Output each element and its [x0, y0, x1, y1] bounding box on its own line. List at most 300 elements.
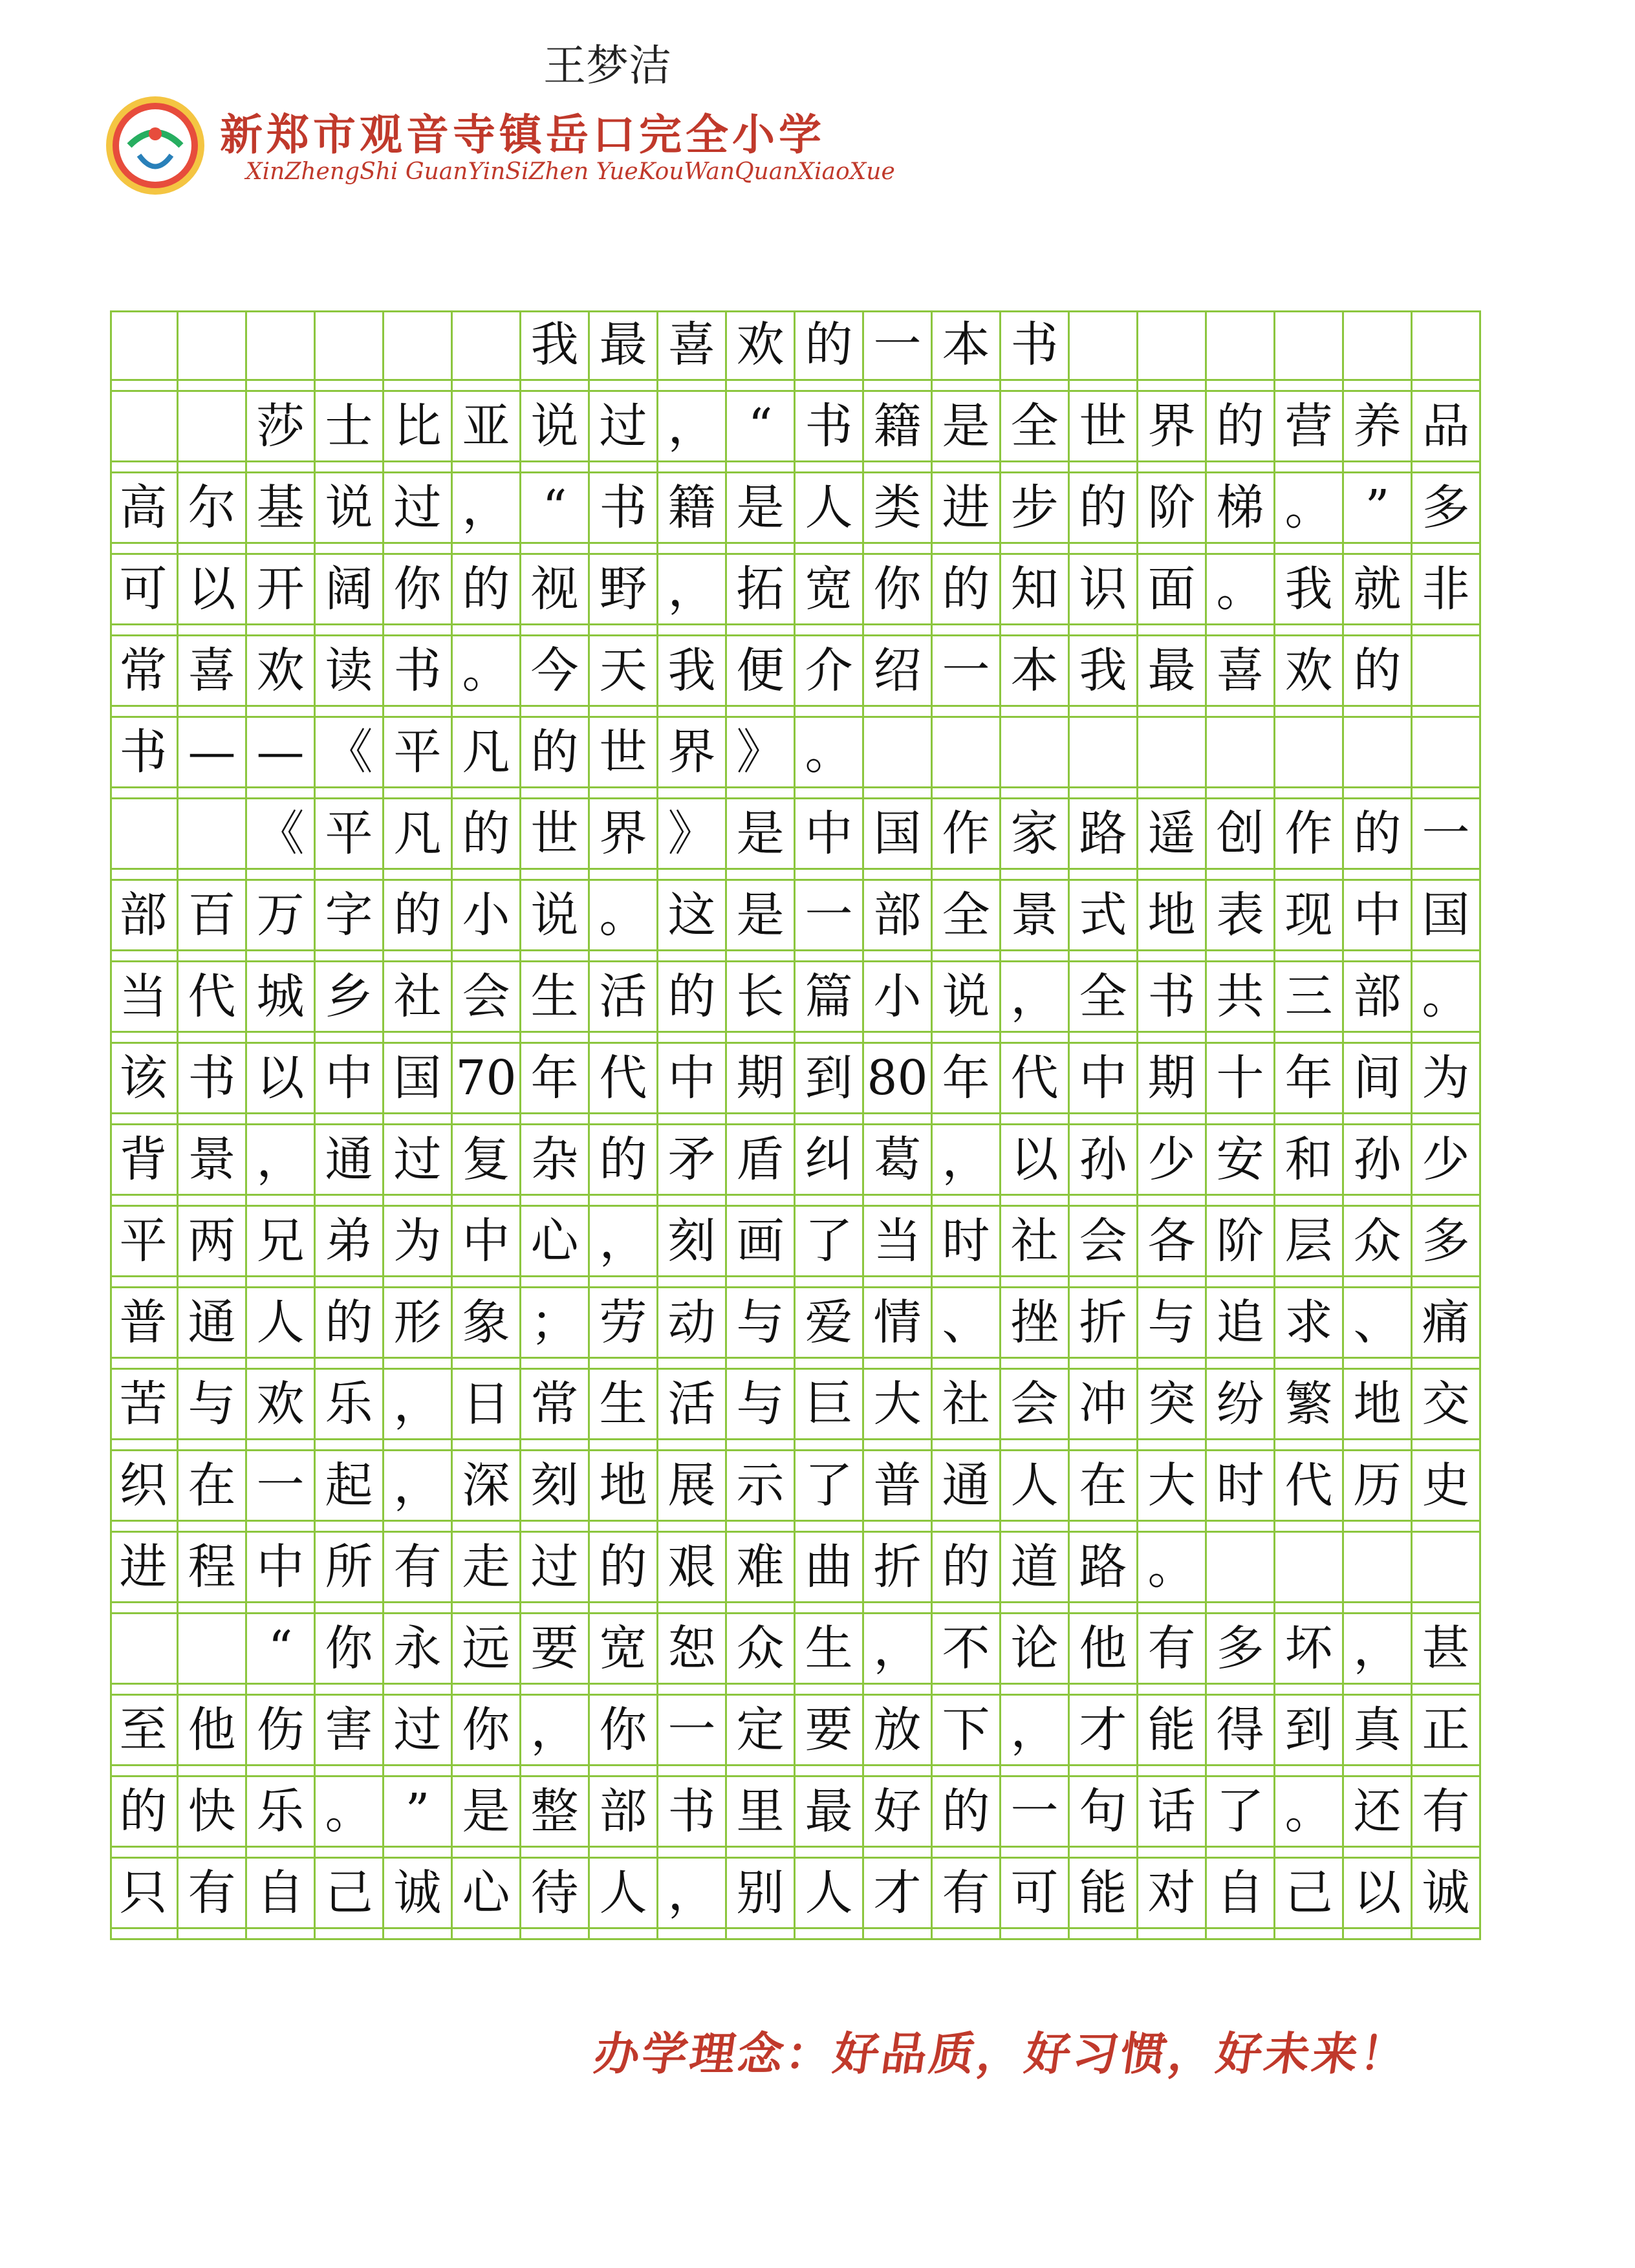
grid-cell-char: 《	[316, 718, 382, 788]
grid-cell-char: 整	[521, 1777, 588, 1848]
grid-cell-char: 有	[933, 1859, 999, 1929]
grid-cell	[796, 1370, 864, 1451]
grid-cell-char: 。	[1138, 1533, 1205, 1603]
grid-cell-char: 。	[1207, 555, 1273, 625]
grid-cell	[179, 962, 247, 1044]
grid-cell	[247, 799, 316, 881]
grid-cell	[384, 1533, 453, 1614]
grid-cell	[316, 1777, 384, 1859]
grid-cell-char: 矛	[658, 1125, 725, 1196]
grid-cell-char	[110, 1614, 177, 1685]
grid-cell	[864, 1125, 933, 1207]
grid-cell	[658, 1125, 727, 1207]
grid-cell	[590, 1044, 658, 1125]
grid-cell	[658, 1859, 727, 1940]
grid-cell	[384, 310, 453, 392]
grid-cell-char: ，	[1344, 1614, 1411, 1685]
grid-cell-char: 只	[110, 1859, 177, 1929]
grid-cell-char: 一	[796, 881, 862, 951]
grid-cell	[590, 1370, 658, 1451]
grid-cell	[453, 310, 521, 392]
grid-cell-char: 我	[1070, 636, 1136, 707]
grid-cell	[453, 1777, 521, 1859]
grid-cell	[727, 310, 796, 392]
grid-cell-char: 可	[1001, 1859, 1068, 1929]
grid-cell	[658, 1451, 727, 1533]
grid-cell-char: 中	[247, 1533, 314, 1603]
grid-cell-char	[1070, 718, 1136, 788]
grid-cell	[110, 962, 179, 1044]
grid-cell-char: 高	[110, 473, 177, 544]
grid-cell	[1138, 799, 1207, 881]
grid-cell-char: 你	[384, 555, 451, 625]
grid-cell-char: 折	[864, 1533, 931, 1603]
grid-cell	[110, 1859, 179, 1940]
grid-cell-char: 是	[727, 799, 794, 870]
grid-cell-char: 景	[1001, 881, 1068, 951]
grid-cell-char: 宽	[796, 555, 862, 625]
grid-cell	[247, 1370, 316, 1451]
grid-cell-char: 示	[727, 1451, 794, 1522]
grid-cell-char: 地	[1138, 881, 1205, 951]
grid-cell	[316, 392, 384, 473]
grid-cell-char: 会	[1070, 1207, 1136, 1277]
grid-cell-char: 共	[1207, 962, 1273, 1033]
grid-cell	[316, 1207, 384, 1288]
grid-cell-char: 。	[1413, 962, 1479, 1033]
grid-cell-char: 梯	[1207, 473, 1273, 544]
grid-cell-char: 多	[1413, 473, 1479, 544]
grid-cell-char	[1275, 718, 1342, 788]
grid-cell	[658, 1696, 727, 1777]
grid-cell-char: 面	[1138, 555, 1205, 625]
grid-cell	[247, 392, 316, 473]
grid-cell	[1070, 962, 1138, 1044]
grid-cell-char: 生	[521, 962, 588, 1033]
grid-cell-char: ，	[384, 1451, 451, 1522]
grid-cell-char: 的	[1207, 392, 1273, 462]
grid-cell	[247, 1125, 316, 1207]
grid-cell-char: 书	[384, 636, 451, 707]
grid-cell-char: 程	[179, 1533, 245, 1603]
grid-cell-char: 界	[590, 799, 656, 870]
grid-cell-char: 宽	[590, 1614, 656, 1685]
grid-cell	[384, 1614, 453, 1696]
grid-cell-char: 过	[384, 1125, 451, 1196]
grid-cell-char: 。	[453, 636, 519, 707]
grid-cell-char: 比	[384, 392, 451, 462]
grid-cell-char: 就	[1344, 555, 1411, 625]
grid-cell-char: 的	[658, 962, 725, 1033]
grid-cell-char: 的	[453, 555, 519, 625]
grid-cell	[1413, 718, 1481, 799]
grid-cell	[1138, 1207, 1207, 1288]
grid-cell	[316, 636, 384, 718]
grid-cell-char: 葛	[864, 1125, 931, 1196]
grid-cell-char: ”	[384, 1777, 451, 1848]
grid-cell	[1344, 392, 1413, 473]
grid-cell	[1344, 1777, 1413, 1859]
grid-cell-char: 真	[1344, 1696, 1411, 1766]
grid-cell	[590, 1696, 658, 1777]
grid-cell-char: 的	[590, 1125, 656, 1196]
grid-cell-char: 间	[1344, 1044, 1411, 1114]
grid-cell-char: 待	[521, 1859, 588, 1929]
grid-cell-char: 知	[1001, 555, 1068, 625]
grid-cell-char: 世	[590, 718, 656, 788]
grid-cell-char: 遥	[1138, 799, 1205, 870]
grid-cell-char: 活	[590, 962, 656, 1033]
grid-cell	[727, 718, 796, 799]
grid-cell-char: 以	[1344, 1859, 1411, 1929]
grid-cell	[796, 718, 864, 799]
grid-cell	[796, 1533, 864, 1614]
grid-cell	[521, 636, 590, 718]
grid-cell	[384, 636, 453, 718]
grid-cell-char: 恕	[658, 1614, 725, 1685]
grid-cell	[590, 555, 658, 636]
grid-cell-char: 形	[384, 1288, 451, 1359]
grid-cell-char: ，	[658, 1859, 725, 1929]
grid-cell-char: ，	[247, 1125, 314, 1196]
grid-cell-char: 开	[247, 555, 314, 625]
grid-cell	[933, 1777, 1001, 1859]
grid-cell	[247, 1696, 316, 1777]
grid-cell-char: 心	[453, 1859, 519, 1929]
grid-cell-char: 复	[453, 1125, 519, 1196]
grid-cell-char	[1138, 718, 1205, 788]
grid-cell	[1070, 1533, 1138, 1614]
grid-cell-char: 。	[316, 1777, 382, 1848]
grid-cell	[1413, 1125, 1481, 1207]
grid-cell	[1275, 1125, 1344, 1207]
grid-cell-char: 视	[521, 555, 588, 625]
grid-cell	[658, 1044, 727, 1125]
grid-cell-char: 史	[1413, 1451, 1479, 1522]
grid-cell	[727, 1451, 796, 1533]
grid-cell-char	[1207, 1533, 1273, 1603]
grid-cell-char	[179, 799, 245, 870]
grid-cell	[1207, 636, 1275, 718]
grid-cell-char: 追	[1207, 1288, 1273, 1359]
grid-cell	[316, 1533, 384, 1614]
grid-cell	[933, 799, 1001, 881]
grid-cell-char: 弟	[316, 1207, 382, 1277]
grid-cell	[590, 1207, 658, 1288]
grid-cell-char: 你	[590, 1696, 656, 1766]
grid-cell-char: 人	[247, 1288, 314, 1359]
grid-cell	[453, 1451, 521, 1533]
grid-cell-char: 天	[590, 636, 656, 707]
grid-cell-char: 代	[179, 962, 245, 1033]
grid-cell-char: 书	[590, 473, 656, 544]
grid-cell	[1070, 1370, 1138, 1451]
grid-cell	[453, 799, 521, 881]
grid-cell	[1001, 1370, 1070, 1451]
grid-cell	[796, 799, 864, 881]
grid-cell	[521, 1777, 590, 1859]
grid-cell	[658, 1533, 727, 1614]
grid-cell	[1001, 1777, 1070, 1859]
grid-cell	[1413, 1777, 1481, 1859]
grid-cell-char: 篇	[796, 962, 862, 1033]
grid-cell-char: 放	[864, 1696, 931, 1766]
grid-cell	[933, 1288, 1001, 1370]
grid-cell-char: 国	[1413, 881, 1479, 951]
grid-cell	[521, 1696, 590, 1777]
grid-cell-char: 说	[521, 881, 588, 951]
grid-cell	[1344, 881, 1413, 962]
grid-cell	[796, 1044, 864, 1125]
grid-cell	[247, 1614, 316, 1696]
grid-cell-char: 进	[110, 1533, 177, 1603]
grid-cell-char	[1413, 718, 1479, 788]
grid-cell-char: ；	[521, 1288, 588, 1359]
grid-cell-char: 中	[796, 799, 862, 870]
grid-cell	[796, 1207, 864, 1288]
grid-cell-char: 年	[521, 1044, 588, 1114]
grid-cell-char: 社	[1001, 1207, 1068, 1277]
grid-cell	[1070, 799, 1138, 881]
grid-cell	[933, 1614, 1001, 1696]
grid-cell-char: 不	[933, 1614, 999, 1685]
grid-cell-char: 的	[933, 1533, 999, 1603]
grid-cell	[1413, 1451, 1481, 1533]
grid-cell-char: 与	[727, 1370, 794, 1440]
grid-cell	[796, 962, 864, 1044]
grid-cell-char: 最	[796, 1777, 862, 1848]
grid-cell-char: 绍	[864, 636, 931, 707]
grid-cell	[1207, 799, 1275, 881]
grid-cell	[1138, 881, 1207, 962]
grid-cell	[1344, 555, 1413, 636]
grid-cell	[247, 1044, 316, 1125]
grid-cell	[864, 636, 933, 718]
grid-cell	[110, 1370, 179, 1451]
grid-cell	[864, 1288, 933, 1370]
grid-cell	[1070, 1044, 1138, 1125]
grid-cell-char: 一	[1001, 1777, 1068, 1848]
grid-cell-char: 莎	[247, 392, 314, 462]
grid-cell	[110, 636, 179, 718]
grid-cell	[1001, 555, 1070, 636]
grid-cell	[179, 1125, 247, 1207]
grid-cell-char: 通	[316, 1125, 382, 1196]
grid-cell-char: 会	[453, 962, 519, 1033]
grid-cell	[864, 799, 933, 881]
grid-cell	[796, 881, 864, 962]
grid-cell	[1207, 1125, 1275, 1207]
grid-cell	[727, 962, 796, 1044]
grid-cell-char: 书	[658, 1777, 725, 1848]
grid-cell-char: 下	[933, 1696, 999, 1766]
grid-cell-char: 少	[1413, 1125, 1479, 1196]
grid-cell	[1001, 1207, 1070, 1288]
grid-cell-char: 这	[658, 881, 725, 951]
grid-cell-char: 与	[727, 1288, 794, 1359]
grid-cell-char: 书	[1001, 310, 1068, 381]
grid-cell	[864, 1696, 933, 1777]
grid-cell-char: 欢	[1275, 636, 1342, 707]
grid-cell	[727, 1044, 796, 1125]
grid-cell	[796, 1696, 864, 1777]
grid-cell	[727, 392, 796, 473]
grid-cell	[247, 881, 316, 962]
grid-cell-char: 安	[1207, 1125, 1273, 1196]
grid-cell	[1138, 1370, 1207, 1451]
grid-cell-char: 人	[1001, 1451, 1068, 1522]
grid-cell-char: 三	[1275, 962, 1342, 1033]
grid-cell-char: 乡	[316, 962, 382, 1033]
grid-cell	[521, 799, 590, 881]
grid-cell-char	[1344, 1533, 1411, 1603]
grid-cell	[521, 1370, 590, 1451]
grid-cell-char: 平	[384, 718, 451, 788]
grid-cell	[110, 1125, 179, 1207]
grid-cell	[1275, 473, 1344, 555]
grid-cell	[1344, 1533, 1413, 1614]
grid-cell	[796, 473, 864, 555]
grid-cell	[521, 392, 590, 473]
grid-cell	[384, 1288, 453, 1370]
grid-cell-char: 非	[1413, 555, 1479, 625]
grid-cell-char: 养	[1344, 392, 1411, 462]
grid-cell	[864, 1370, 933, 1451]
school-letterhead	[103, 87, 944, 191]
grid-cell-char: 乐	[316, 1370, 382, 1440]
school-motto: 办学理念：好品质，好习惯，好未来！	[590, 2027, 1413, 2080]
grid-cell	[316, 1288, 384, 1370]
grid-cell	[384, 962, 453, 1044]
grid-cell-char: 展	[658, 1451, 725, 1522]
grid-cell-char: 与	[179, 1370, 245, 1440]
grid-cell	[110, 555, 179, 636]
grid-cell	[1207, 1288, 1275, 1370]
grid-cell-char: 一	[1413, 799, 1479, 870]
grid-cell	[1344, 310, 1413, 392]
grid-cell-char: 的	[384, 881, 451, 951]
grid-cell-char: 的	[590, 1533, 656, 1603]
grid-cell-char: 常	[521, 1370, 588, 1440]
grid-cell	[864, 962, 933, 1044]
grid-cell-char: 界	[658, 718, 725, 788]
grid-cell-char: 人	[796, 473, 862, 544]
grid-cell	[1275, 310, 1344, 392]
grid-cell	[933, 310, 1001, 392]
grid-cell	[247, 962, 316, 1044]
grid-cell-char: 的	[110, 1777, 177, 1848]
grid-cell-char: 了	[796, 1207, 862, 1277]
grid-cell	[1138, 473, 1207, 555]
grid-cell	[1070, 1125, 1138, 1207]
grid-cell	[247, 1533, 316, 1614]
grid-cell-char: 远	[453, 1614, 519, 1685]
grid-cell	[384, 1207, 453, 1288]
grid-cell	[1001, 1696, 1070, 1777]
grid-cell-char: 两	[179, 1207, 245, 1277]
grid-cell	[658, 1207, 727, 1288]
grid-cell-char: 己	[316, 1859, 382, 1929]
grid-cell	[1001, 1125, 1070, 1207]
grid-cell-char: 以	[1001, 1125, 1068, 1196]
grid-cell-char: 能	[1070, 1859, 1136, 1929]
grid-cell-char: 的	[1070, 473, 1136, 544]
grid-cell-char: 。	[1275, 1777, 1342, 1848]
grid-cell-char: 画	[727, 1207, 794, 1277]
grid-cell-char: 书	[110, 718, 177, 788]
grid-cell	[658, 1288, 727, 1370]
grid-cell-char: 世	[521, 799, 588, 870]
grid-cell	[658, 392, 727, 473]
grid-cell	[521, 1125, 590, 1207]
grid-cell	[1413, 799, 1481, 881]
grid-cell-char: 甚	[1413, 1614, 1479, 1685]
grid-cell-char: 十	[1207, 1044, 1273, 1114]
grid-cell-char	[1344, 718, 1411, 788]
grid-cell	[521, 1288, 590, 1370]
grid-cell	[1070, 718, 1138, 799]
grid-cell-char: 和	[1275, 1125, 1342, 1196]
grid-cell	[179, 636, 247, 718]
grid-cell-char: 劳	[590, 1288, 656, 1359]
grid-cell	[1413, 473, 1481, 555]
grid-cell	[590, 1288, 658, 1370]
grid-cell	[316, 962, 384, 1044]
grid-cell	[1344, 1859, 1413, 1940]
grid-cell	[1413, 1288, 1481, 1370]
grid-cell-char: 动	[658, 1288, 725, 1359]
grid-cell-char: 喜	[1207, 636, 1273, 707]
grid-cell-char: ，	[1001, 962, 1068, 1033]
grid-cell	[1344, 1696, 1413, 1777]
grid-cell	[864, 1044, 933, 1125]
grid-cell-char: 的	[316, 1288, 382, 1359]
grid-cell	[1207, 1044, 1275, 1125]
grid-cell-char: 巨	[796, 1370, 862, 1440]
grid-cell-char: 籍	[864, 392, 931, 462]
grid-cell-char: 盾	[727, 1125, 794, 1196]
grid-cell-char: 生	[590, 1370, 656, 1440]
grid-cell-char: 本	[1001, 636, 1068, 707]
grid-cell-char: 乐	[247, 1777, 314, 1848]
grid-cell	[796, 310, 864, 392]
grid-cell-char: 要	[796, 1696, 862, 1766]
grid-cell	[1070, 636, 1138, 718]
grid-cell	[658, 555, 727, 636]
grid-cell	[1001, 881, 1070, 962]
grid-cell	[1001, 1044, 1070, 1125]
grid-cell-char: “	[727, 392, 794, 462]
grid-cell	[796, 1777, 864, 1859]
grid-cell-char: 苦	[110, 1370, 177, 1440]
grid-cell	[453, 1614, 521, 1696]
grid-cell-char	[110, 310, 177, 381]
grid-cell	[590, 718, 658, 799]
grid-cell-char: 。	[796, 718, 862, 788]
grid-cell	[590, 962, 658, 1044]
grid-cell	[316, 1044, 384, 1125]
grid-cell	[179, 392, 247, 473]
grid-cell-char: 的	[521, 718, 588, 788]
grid-cell	[796, 1451, 864, 1533]
grid-cell-char: 凡	[453, 718, 519, 788]
grid-cell	[316, 1451, 384, 1533]
grid-cell-char: 全	[933, 881, 999, 951]
grid-cell-char: 了	[796, 1451, 862, 1522]
grid-cell-char: 纠	[796, 1125, 862, 1196]
grid-cell	[1413, 1370, 1481, 1451]
grid-cell-char: 籍	[658, 473, 725, 544]
